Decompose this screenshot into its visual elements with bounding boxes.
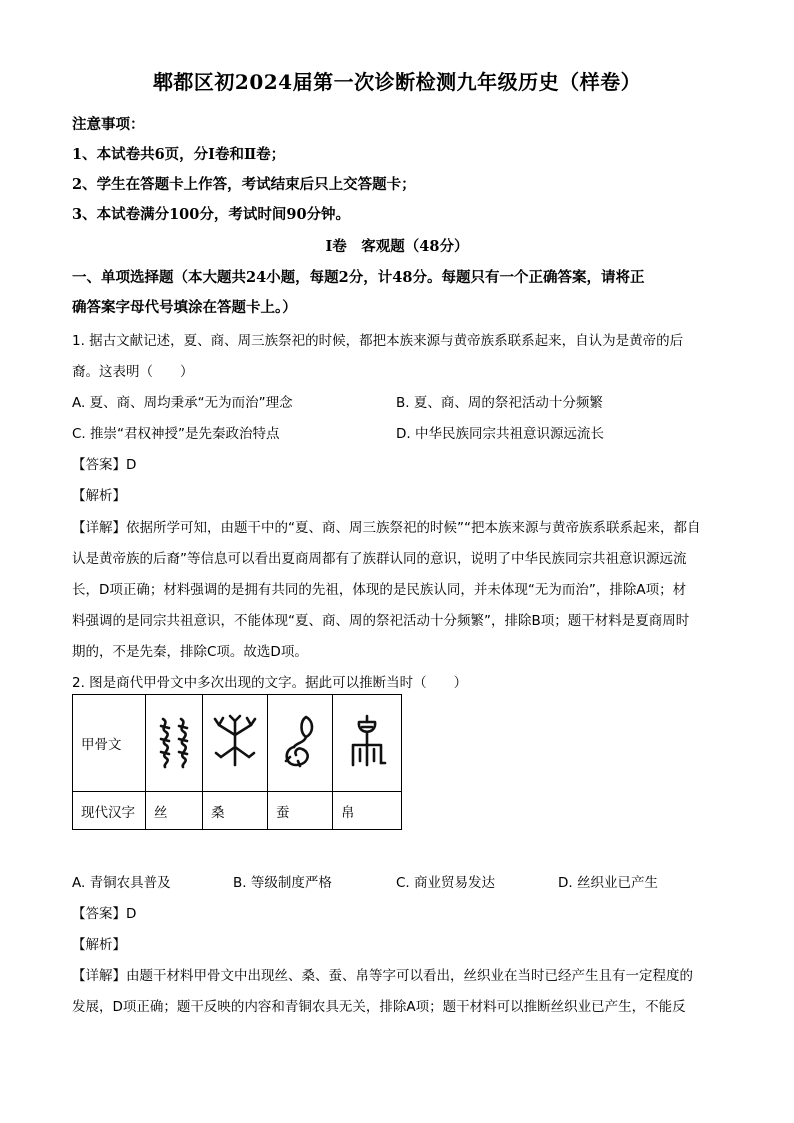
q2-analysis-label: 【解析】 bbox=[72, 937, 126, 953]
modern-char-si: 丝 bbox=[146, 792, 203, 830]
oracle-glyph-can-icon bbox=[278, 713, 322, 769]
q2-option-c: C. 商业贸易发达 bbox=[396, 875, 496, 891]
section-title: Ⅰ卷 客观题（48分） bbox=[325, 238, 469, 255]
modern-row-label: 现代汉字 bbox=[73, 792, 146, 830]
oracle-row bbox=[73, 695, 402, 792]
oracle-glyph-bo-icon bbox=[343, 713, 391, 769]
modern-char-bo: 帛 bbox=[333, 792, 402, 830]
q1-option-c: C. 推崇“君权神授”是先秦政治特点 bbox=[72, 426, 280, 442]
oracle-glyph-can bbox=[268, 695, 333, 792]
q2-option-d: D. 丝织业已产生 bbox=[558, 875, 658, 891]
q1-option-b: B. 夏、商、周的祭祀活动十分频繁 bbox=[396, 395, 603, 411]
q2-stem: 2. 图是商代甲骨文中多次出现的文字。据此可以推断当时（ ） bbox=[72, 675, 468, 691]
modern-char-sang: 桑 bbox=[203, 792, 268, 830]
q1-detail-line1: 【详解】依据所学可知，由题干中的“夏、商、周三族祭祀的时候”“把本族来源与黄帝族系联系起来，都自 bbox=[72, 520, 701, 536]
oracle-bone-table bbox=[72, 694, 402, 830]
oracle-glyph-si bbox=[146, 695, 203, 792]
q1-answer: 【答案】D bbox=[72, 457, 137, 473]
oracle-glyph-sang bbox=[203, 695, 268, 792]
q1-detail-line4: 料强调的是同宗共祖意识，不能体现“夏、商、周的祭祀活动十分频繁”，排除B项；题干材料是夏商周时 bbox=[72, 613, 690, 629]
q1-stem-line1: 1. 据古文献记述，夏、商、周三族祭祀的时候，都把本族来源与黄帝族系联系起来，自认为是黄帝的后 bbox=[72, 333, 684, 349]
q1-analysis-label: 【解析】 bbox=[72, 488, 126, 504]
modern-char-can: 蚕 bbox=[268, 792, 333, 830]
q1-detail-line3: 长，D项正确；材料强调的是拥有共同的先祖，体现的是民族认同，并未体现“无为而治”，排除A项；材 bbox=[72, 582, 687, 598]
notice-item-2: 2、学生在答题卡上作答，考试结束后只上交答题卡； bbox=[72, 176, 416, 193]
page-title: 郫都区初2024届第一次诊断检测九年级历史（样卷） bbox=[152, 70, 642, 94]
oracle-glyph-si-icon bbox=[154, 713, 194, 769]
q1-detail-line5: 期的，不是先秦，排除C项。故选D项。 bbox=[72, 644, 308, 660]
modern-row bbox=[73, 792, 402, 830]
q2-option-a: A. 青铜农具普及 bbox=[72, 875, 171, 891]
notice-heading: 注意事项： bbox=[72, 116, 145, 133]
q1-stem-line2: 裔。这表明（ ） bbox=[72, 364, 194, 380]
oracle-glyph-bo bbox=[333, 695, 402, 792]
part-heading-line1: 一、单项选择题（本大题共24小题，每题2分，计48分。每题只有一个正确答案，请将正 bbox=[72, 269, 645, 286]
q2-detail-line1: 【详解】由题干材料甲骨文中出现丝、桑、蚕、帛等字可以看出，丝织业在当时已经产生且有一定程度的 bbox=[72, 968, 693, 984]
q2-detail-line2: 发展，D项正确；题干反映的内容和青铜农具无关，排除A项；题干材料可以推断丝织业已产生，不能反 bbox=[72, 999, 686, 1015]
notice-item-3: 3、本试卷满分100分，考试时间90分钟。 bbox=[72, 206, 351, 223]
oracle-glyph-sang-icon bbox=[211, 713, 259, 769]
q1-option-d: D. 中华民族同宗共祖意识源远流长 bbox=[396, 426, 604, 442]
q1-option-a: A. 夏、商、周均秉承“无为而治”理念 bbox=[72, 395, 293, 411]
notice-item-1: 1、本试卷共6页，分Ⅰ卷和Ⅱ卷； bbox=[72, 146, 286, 163]
q1-detail-line2: 认是黄帝族的后裔”等信息可以看出夏商周都有了族群认同的意识，说明了中华民族同宗共祖意识源远流 bbox=[72, 551, 687, 567]
part-heading-line2: 确答案字母代号填涂在答题卡上。） bbox=[72, 299, 297, 316]
q2-option-b: B. 等级制度严格 bbox=[233, 875, 332, 891]
q2-answer: 【答案】D bbox=[72, 906, 137, 922]
oracle-row-label: 甲骨文 bbox=[73, 695, 146, 792]
